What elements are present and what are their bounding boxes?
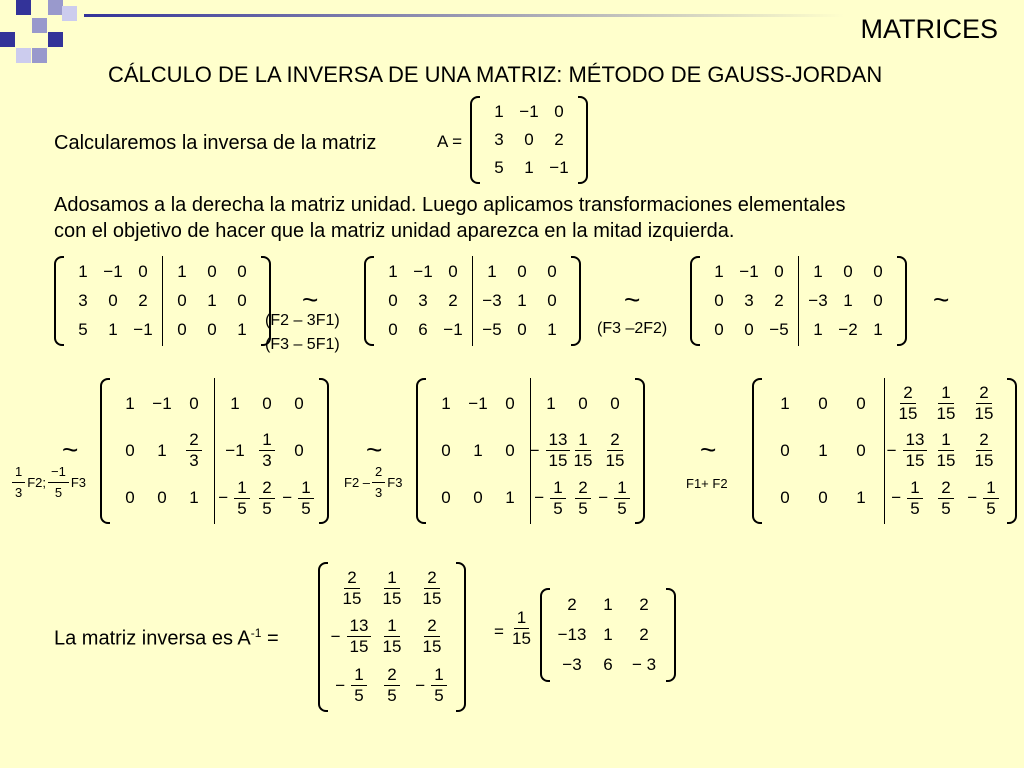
matrix-cell: $\frac{2}{15}$ (974, 383, 994, 424)
matrix-cell: 1 (78, 262, 88, 282)
matrix-cell: $\frac{2}{5}$ (257, 478, 276, 519)
matrix-cell: −5 (482, 319, 502, 339)
matrix-cell: 0 (189, 393, 199, 413)
matrix-cell: 0 (873, 262, 883, 282)
matrix-cell: 0 (237, 290, 247, 310)
matrix-cell: − $\frac{13}{15}$ (887, 430, 930, 471)
matrix-cell: 2 (554, 130, 564, 149)
result-text: La matriz inversa es $A^{-1}$ = (54, 626, 279, 650)
matrix-cell: $\frac{2}{15}$ (422, 616, 442, 657)
scalar-factor: $\frac{1}{15}$ (512, 608, 531, 648)
row-op-4: $\frac{1}{3}$ F2; $\frac{-1}{5}$ F3 (10, 462, 86, 503)
matrix-cell: 0 (524, 130, 534, 149)
matrix-cell: − $\frac{1}{5}$ (282, 478, 315, 519)
matrix-cell: 1 (494, 102, 504, 121)
matrix-cell: $\frac{1}{15}$ (573, 430, 593, 471)
matrix-cell: −13 (557, 625, 587, 644)
matrix-cell: 3 (418, 290, 428, 310)
matrix-cell: −1 (739, 262, 759, 282)
row-op-2: (F3 –2F2) (597, 320, 668, 337)
matrix-cell: 1 (237, 319, 247, 339)
matrix-cell: 6 (418, 319, 428, 339)
matrix-cell: 1 (473, 440, 483, 460)
matrix-cell: 1 (207, 290, 217, 310)
matrix-cell: $\frac{1}{15}$ (936, 383, 956, 424)
matrix-cell: 0 (818, 488, 828, 508)
matrix-cell: −1 (152, 393, 172, 413)
matrix-cell: 0 (125, 440, 135, 460)
matrix-cell: 1 (441, 393, 451, 413)
matrix-cell: 1 (818, 440, 828, 460)
row-op-1a: (F2 – 3F1) (265, 312, 340, 329)
page-title: MATRICES (860, 14, 998, 44)
matrix-cell: $\frac{1}{15}$ (382, 616, 402, 657)
matrix-a-label: A = (437, 132, 463, 151)
matrix-cell: 1 (524, 158, 534, 177)
matrix-cell: 1 (873, 319, 883, 339)
matrix-cell: − $\frac{1}{5}$ (534, 478, 567, 519)
matrix-cell: 1 (813, 319, 823, 339)
matrix-cell: 6 (603, 655, 613, 674)
matrix-cell: 1 (856, 488, 866, 508)
matrix-cell: 0 (108, 290, 118, 310)
matrix-cell: 1 (388, 262, 398, 282)
matrix-cell: 3 (494, 130, 504, 149)
matrix-cell: − $\frac{13}{15}$ (331, 616, 374, 657)
matrix-cell: 0 (207, 262, 217, 282)
matrix-cell: 1 (780, 393, 790, 413)
matrix-cell: −1 (103, 262, 123, 282)
matrix-cell: 0 (388, 290, 398, 310)
matrix-cell: 0 (517, 319, 527, 339)
matrix-cell: −1 (413, 262, 433, 282)
matrix-cell: $\frac{2}{15}$ (422, 567, 442, 608)
matrix-cell: 1 (546, 393, 556, 413)
matrix-cell: 1 (125, 393, 135, 413)
matrix-cell: 1 (843, 290, 853, 310)
matrix-cell: − $\frac{1}{5}$ (967, 478, 1000, 519)
matrix-cell: 0 (262, 393, 272, 413)
matrix-cell: 1 (108, 319, 118, 339)
matrix-cell: 0 (547, 290, 557, 310)
equivalence-tilde-4: ~ (62, 434, 79, 465)
paragraph-line-2: con el objetivo de hacer que la matriz unidad aparezca en la mitad izquierda. (54, 220, 735, 242)
matrix-cell: 5 (78, 319, 88, 339)
matrix-cell: 1 (505, 488, 515, 508)
matrix-cell: 0 (177, 290, 187, 310)
matrix-cell: $\frac{2}{15}$ (605, 430, 625, 471)
matrix-cell: 0 (448, 262, 458, 282)
row-op-5: F2 – $\frac{2}{3}$ F3 (344, 464, 403, 500)
matrix-cell: 0 (505, 393, 515, 413)
matrix-cell: 0 (856, 393, 866, 413)
matrix-cell: 2 (567, 595, 577, 614)
matrix-cell: $\frac{2}{15}$ (974, 430, 994, 471)
matrix-cell: −2 (838, 319, 858, 339)
matrix-cell: 2 (639, 625, 649, 644)
matrix-cell: 0 (547, 262, 557, 282)
matrix-cell: 1 (189, 488, 199, 508)
matrix-cell: 3 (744, 290, 754, 310)
matrix-cell: −1 (549, 158, 569, 177)
matrix-cell: 0 (441, 440, 451, 460)
matrix-cell: −3 (482, 290, 502, 310)
matrix-cell: 2 (448, 290, 458, 310)
matrix-cell: 0 (714, 319, 724, 339)
paragraph-line-1: Adosamos a la derecha la matriz unidad. Luego aplicamos transformaciones elementales (54, 194, 846, 216)
matrix-cell: $\frac{2}{5}$ (573, 478, 592, 519)
matrix-cell: 0 (517, 262, 527, 282)
matrix-cell: 5 (494, 158, 504, 177)
matrix-cell: 0 (294, 440, 304, 460)
equivalence-tilde-3: ~ (933, 284, 950, 315)
matrix-cell: 0 (843, 262, 853, 282)
matrix-cell: $\frac{1}{15}$ (936, 430, 956, 471)
matrix-cell: 1 (603, 595, 613, 614)
matrix-cell: $\frac{1}{15}$ (382, 567, 402, 608)
matrix-cell: 0 (177, 319, 187, 339)
matrix-cell: 2 (639, 595, 649, 614)
matrix-cell: $\frac{2}{15}$ (342, 567, 362, 608)
matrix-cell: 3 (78, 290, 88, 310)
matrix-cell: − $\frac{1}{5}$ (415, 665, 448, 706)
matrix-cell: $\frac{2}{5}$ (936, 478, 955, 519)
matrix-cell: 0 (873, 290, 883, 310)
equivalence-tilde-6: ~ (700, 434, 717, 465)
matrix-cell: −1 (519, 102, 539, 121)
row-op-6: F1+ F2 (686, 476, 728, 491)
matrix-cell: $\frac{1}{3}$ (257, 430, 276, 471)
matrix-cell: $\frac{2}{15}$ (898, 383, 918, 424)
matrix-cell: 0 (441, 488, 451, 508)
matrix-cell: 0 (554, 102, 564, 121)
matrix-cell: −3 (808, 290, 828, 310)
matrix-cell: 0 (473, 488, 483, 508)
matrix-cell: 0 (207, 319, 217, 339)
matrix-cell: − $\frac{13}{15}$ (530, 430, 573, 471)
matrix-cell: 2 (774, 290, 784, 310)
matrix-cell: 1 (517, 290, 527, 310)
matrix-cell: − $\frac{1}{5}$ (598, 478, 631, 519)
intro-text: Calcularemos la inversa de la matriz (54, 132, 377, 154)
matrix-cell: 0 (774, 262, 784, 282)
matrix-cell: 0 (157, 488, 167, 508)
matrix-cell: 1 (177, 262, 187, 282)
matrix-cell: − $\frac{1}{5}$ (218, 478, 251, 519)
equivalence-tilde-1: ~ (302, 284, 319, 315)
matrix-cell: − $\frac{1}{5}$ (891, 478, 924, 519)
matrix-cell: −5 (769, 319, 789, 339)
matrix-cell: 0 (780, 488, 790, 508)
matrix-cell: −1 (468, 393, 488, 413)
matrix-cell: 0 (610, 393, 620, 413)
matrix-cell: 0 (237, 262, 247, 282)
matrix-cell: 0 (505, 440, 515, 460)
equivalence-tilde-5: ~ (366, 434, 383, 465)
matrix-cell: 0 (818, 393, 828, 413)
equivalence-tilde-2: ~ (624, 284, 641, 315)
matrix-cell: 1 (230, 393, 240, 413)
matrix-cell: 0 (780, 440, 790, 460)
matrix-cell: 1 (487, 262, 497, 282)
matrix-cell: $\frac{2}{5}$ (382, 665, 401, 706)
matrix-cell: 2 (138, 290, 148, 310)
matrix-cell: 1 (547, 319, 557, 339)
equals-sign: = (494, 622, 504, 641)
matrix-cell: 1 (714, 262, 724, 282)
matrix-cell: 0 (138, 262, 148, 282)
matrix-cell: −3 (562, 655, 582, 674)
matrix-cell: 0 (714, 290, 724, 310)
matrix-cell: − 3 (631, 655, 657, 674)
matrix-cell: 1 (157, 440, 167, 460)
matrix-cell: −1 (443, 319, 463, 339)
matrix-cell: $\frac{2}{3}$ (184, 430, 203, 471)
matrix-cell: −1 (133, 319, 153, 339)
matrix-cell: 0 (744, 319, 754, 339)
matrix-cell: 1 (603, 625, 613, 644)
matrix-cell: 0 (388, 319, 398, 339)
matrix-cell: 0 (578, 393, 588, 413)
matrix-cell: 0 (856, 440, 866, 460)
matrix-cell: −1 (225, 440, 245, 460)
matrix-cell: − $\frac{1}{5}$ (335, 665, 368, 706)
matrix-cell: 0 (125, 488, 135, 508)
page-subtitle: CÁLCULO DE LA INVERSA DE UNA MATRIZ: MÉTODO DE GAUSS-JORDAN (108, 62, 883, 87)
matrix-cell: 1 (813, 262, 823, 282)
matrix-cell: 0 (294, 393, 304, 413)
row-op-1b: (F3 – 5F1) (265, 336, 340, 353)
